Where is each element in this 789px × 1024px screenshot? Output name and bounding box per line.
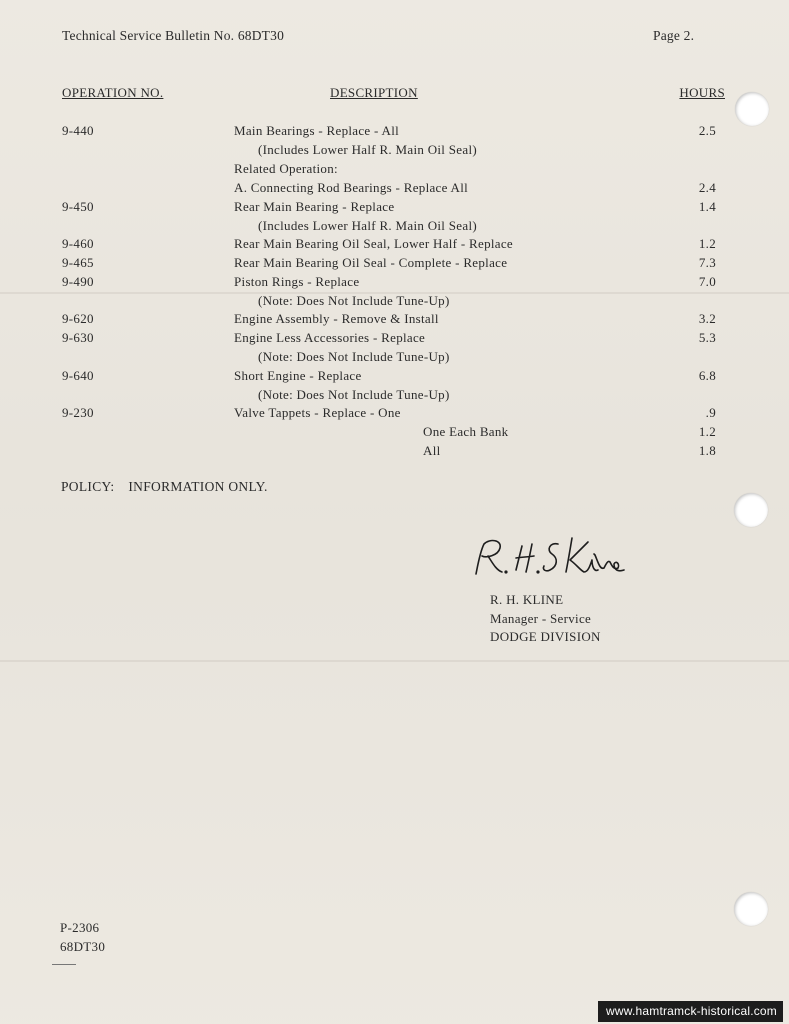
- operation-hours: 7.3: [698, 255, 716, 270]
- table-row: [0, 236, 789, 255]
- signatory-name: R. H. KLINE: [490, 592, 564, 607]
- operation-hours: 1.2: [698, 236, 716, 251]
- operation-hours: 1.2: [698, 424, 716, 439]
- table-row: [0, 349, 789, 368]
- operation-number: 9-230: [62, 405, 94, 420]
- bulletin-code: 68DT30: [60, 939, 106, 954]
- punch-hole: [734, 493, 768, 527]
- operation-description: Short Engine - Replace: [234, 368, 362, 383]
- source-watermark: www.hamtramck-historical.com: [598, 1001, 783, 1022]
- bulletin-title: Technical Service Bulletin No. 68DT30: [62, 28, 285, 43]
- operation-description: Rear Main Bearing Oil Seal, Lower Half - Replace: [234, 236, 513, 251]
- operation-description: Related Operation:: [234, 161, 338, 176]
- table-row: [0, 405, 789, 424]
- policy-line: [61, 479, 268, 495]
- operation-number: 9-465: [62, 255, 94, 270]
- operation-description: Engine Assembly - Remove & Install: [234, 311, 439, 326]
- operation-hours: 3.2: [698, 311, 716, 326]
- operation-hours: 2.4: [698, 180, 716, 195]
- table-row: [0, 387, 789, 406]
- operation-description: All: [423, 443, 441, 458]
- operation-description: Rear Main Bearing - Replace: [234, 199, 395, 214]
- operation-hours: 5.3: [698, 330, 716, 345]
- operation-description: (Note: Does Not Include Tune-Up): [258, 293, 450, 308]
- handwritten-signature: [466, 528, 626, 588]
- table-row: [0, 161, 789, 180]
- column-header-description: DESCRIPTION: [330, 85, 418, 100]
- table-row: [0, 180, 789, 199]
- table-row: [0, 443, 789, 462]
- operation-description: Engine Less Accessories - Replace: [234, 330, 426, 345]
- table-row: [0, 330, 789, 349]
- operation-description: Piston Rings - Replace: [234, 274, 360, 289]
- table-row: [0, 424, 789, 443]
- punch-hole: [735, 92, 769, 126]
- operation-description: Rear Main Bearing Oil Seal - Complete - Replace: [234, 255, 508, 270]
- policy-value: INFORMATION ONLY.: [128, 479, 268, 494]
- column-header-hours: HOURS: [679, 85, 725, 100]
- punch-hole: [734, 892, 768, 926]
- table-row: [0, 123, 789, 142]
- table-row: [0, 255, 789, 274]
- operation-number: 9-460: [62, 236, 94, 251]
- fold-line: [0, 660, 789, 662]
- operation-description: One Each Bank: [423, 424, 509, 439]
- operation-hours: 2.5: [698, 123, 716, 138]
- table-row: [0, 218, 789, 237]
- table-row: [0, 368, 789, 387]
- column-header-operation: OPERATION NO.: [62, 85, 164, 100]
- operation-description: (Includes Lower Half R. Main Oil Seal): [258, 218, 477, 233]
- footer-divider: [52, 964, 76, 965]
- signatory-division: DODGE DIVISION: [490, 629, 601, 644]
- operation-hours: 6.8: [698, 368, 716, 383]
- table-row: [0, 311, 789, 330]
- operation-description: (Includes Lower Half R. Main Oil Seal): [258, 142, 477, 157]
- operation-description: (Note: Does Not Include Tune-Up): [258, 349, 450, 364]
- policy-label: POLICY:: [61, 479, 115, 494]
- operation-hours: 1.4: [698, 199, 716, 214]
- operation-description: A. Connecting Rod Bearings - Replace All: [234, 180, 469, 195]
- operation-hours: 1.8: [698, 443, 716, 458]
- operation-number: 9-620: [62, 311, 94, 326]
- operation-hours: 7.0: [698, 274, 716, 289]
- operation-hours: .9: [705, 405, 716, 420]
- operation-number: 9-490: [62, 274, 94, 289]
- table-row: [0, 142, 789, 161]
- operation-description: Main Bearings - Replace - All: [234, 123, 400, 138]
- signatory-title: Manager - Service: [490, 611, 592, 626]
- page-number: Page 2.: [653, 28, 695, 43]
- operation-description: Valve Tappets - Replace - One: [234, 405, 401, 420]
- table-row: [0, 293, 789, 312]
- table-row: [0, 274, 789, 293]
- operation-number: 9-630: [62, 330, 94, 345]
- operation-number: 9-450: [62, 199, 94, 214]
- table-row: [0, 199, 789, 218]
- operation-description: (Note: Does Not Include Tune-Up): [258, 387, 450, 402]
- operation-number: 9-440: [62, 123, 94, 138]
- form-number: P-2306: [60, 920, 100, 935]
- operation-number: 9-640: [62, 368, 94, 383]
